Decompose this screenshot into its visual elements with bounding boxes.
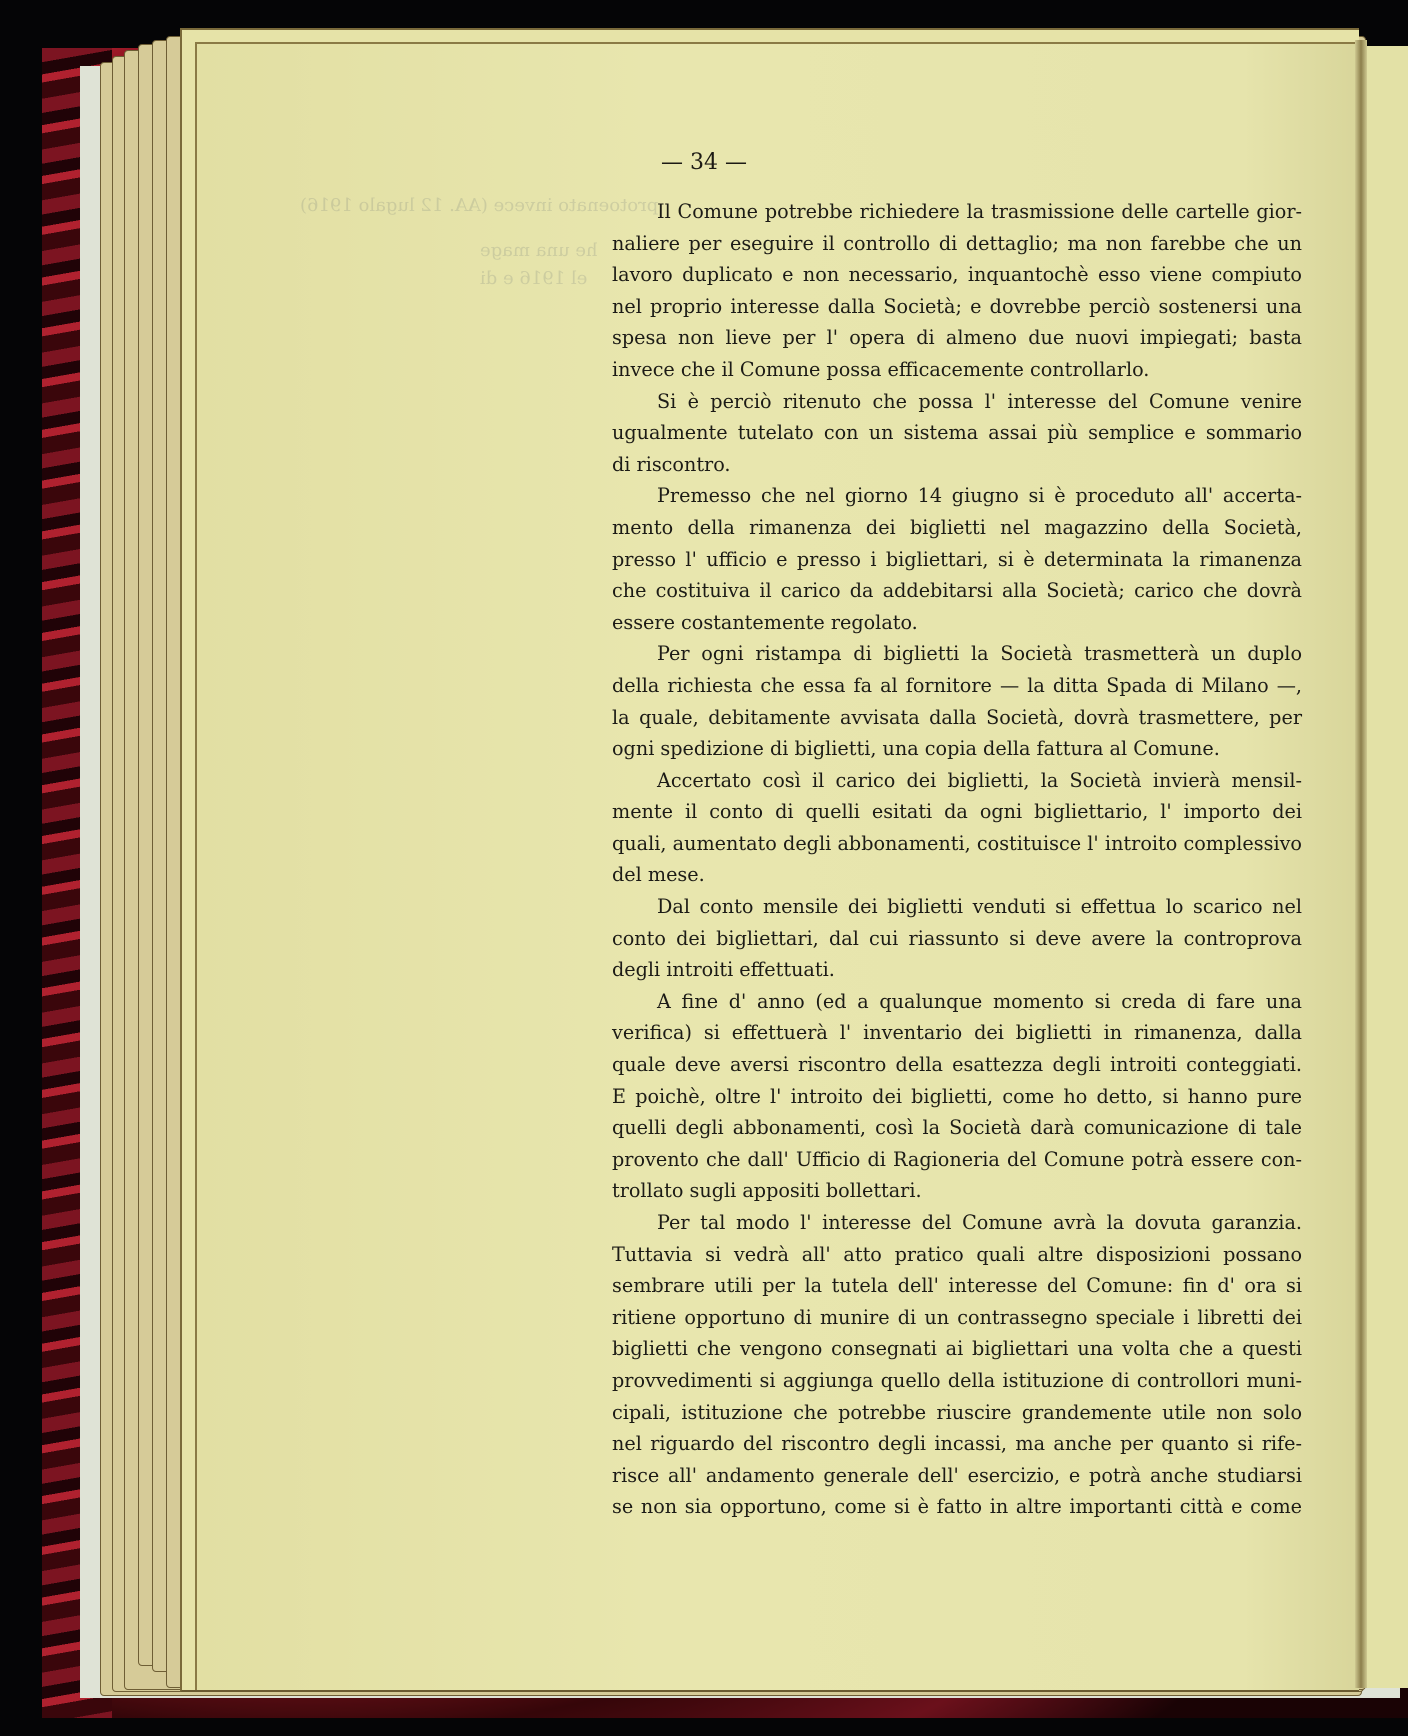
text-line: provento che dall' Ufficio di Ragioneria del Comune potrà essere con- [612,1147,1302,1171]
text-line: risce all' andamento generale dell' esercizio, e potrà anche studiarsi [612,1463,1302,1487]
text-line: biglietti che vengono consegnati ai bigliettari una volta che a questi [612,1337,1302,1361]
text-line: Premesso che nel giorno 14 giugno si è proceduto all' accerta- [657,484,1302,508]
show-through-text: el 1916 e di [480,268,588,289]
text-line: Dal conto mensile dei biglietti venduti si effettua lo scarico nel [657,895,1302,919]
text-line: la quale, debitamente avvisata dalla Società, dovrà trasmettere, per [612,705,1302,729]
paragraph [612,638,1302,764]
page-number: — 34 — [661,150,747,175]
text-line: naliere per eseguire il controllo di dettaglio; ma non farebbe che un [612,231,1302,255]
paragraph [612,891,1302,986]
show-through-text: protoenato invece (AA. 12 lugalo 1916) [300,195,659,216]
text-line: se non sia opportuno, come si è fatto in altre importanti città e come [612,1495,1302,1519]
text-line: della richiesta che essa fa al fornitore — la ditta Spada di Milano —, [612,673,1302,697]
text-line: presso l' ufficio e presso i bigliettari, si è determinata la rimanenza [612,547,1302,571]
text-line: Il Comune potrebbe richiedere la trasmissione delle cartelle gior- [657,200,1302,223]
text-line: di riscontro. [612,452,731,476]
page-body-text [612,196,1302,1523]
text-line: ugualmente tutelato con un sistema assai più semplice e sommario [612,421,1302,445]
text-line: nel proprio interesse dalla Società; e dovrebbe perciò sostenersi una [612,294,1302,318]
page-gutter-fold [1355,40,1367,1688]
text-line: del mese. [612,863,705,887]
text-line: mento della rimanenza dei biglietti nel magazzino della Società, [612,515,1302,539]
facing-page-edge [1367,46,1408,1688]
paragraph [612,765,1302,891]
text-line: mente il conto di quelli esitati da ogni bigliettario, l' importo dei [612,800,1302,824]
text-line: quali, aumentato degli abbonamenti, costituisce l' introito complessivo [612,831,1302,855]
text-line: quelli degli abbonamenti, così la Società darà comunicazione di tale [612,1116,1302,1140]
text-line: Tuttavia si vedrà all' atto pratico quali altre disposizioni possano [612,1242,1302,1266]
text-line: che costituiva il carico da addebitarsi alla Società; carico che dovrà [612,579,1302,603]
text-line: Si è perciò ritenuto che possa l' interesse del Comune venire [657,389,1302,413]
show-through-text: he una mage [480,240,598,261]
text-line: ritiene opportuno di munire di un contrassegno speciale i libretti dei [612,1305,1302,1329]
text-line: quale deve aversi riscontro della esattezza degli introiti conteggiati. [612,1053,1302,1077]
text-line: provvedimenti si aggiunga quello della istituzione di controllori muni- [612,1368,1302,1392]
text-line: E poichè, oltre l' introito dei biglietti, come ho detto, si hanno pure [612,1084,1302,1108]
text-line: cipali, istituzione che potrebbe riuscire grandemente utile non solo [612,1400,1302,1424]
paragraph [612,386,1302,481]
paragraph [612,1207,1302,1523]
text-line: invece che il Comune possa efficacemente controllarlo. [612,357,1150,381]
text-line: lavoro duplicato e non necessario, inquantochè esso viene compiuto [612,263,1302,287]
paragraph [612,196,1302,386]
text-line: spesa non lieve per l' opera di almeno due nuovi impiegati; basta [612,326,1302,350]
text-line: verifica) si effettuerà l' inventario dei biglietti in rimanenza, dalla [612,1021,1302,1045]
text-line: nel riguardo del riscontro degli incassi, ma anche per quanto si rife- [612,1432,1302,1456]
text-line: conto dei bigliettari, dal cui riassunto si deve avere la controprova [612,926,1302,950]
text-line: essere costantemente regolato. [612,610,918,634]
text-line: degli introiti effettuati. [612,958,835,982]
text-line: Per ogni ristampa di biglietti la Società trasmetterà un duplo [657,642,1302,666]
text-line: ogni spedizione di biglietti, una copia della fattura al Comune. [612,737,1220,761]
paragraph [612,986,1302,1207]
paragraph [612,480,1302,638]
text-line: sembrare utili per la tutela dell' interesse del Comune: fin d' ora si [612,1274,1302,1298]
text-line: trollato sugli appositi bollettari. [612,1179,922,1203]
text-line: Accertato così il carico dei biglietti, la Società invierà mensil- [657,768,1302,792]
text-line: A fine d' anno (ed a qualunque momento si creda di fare una [657,989,1302,1013]
text-line: Per tal modo l' interesse del Comune avrà la dovuta garanzia. [657,1211,1302,1234]
